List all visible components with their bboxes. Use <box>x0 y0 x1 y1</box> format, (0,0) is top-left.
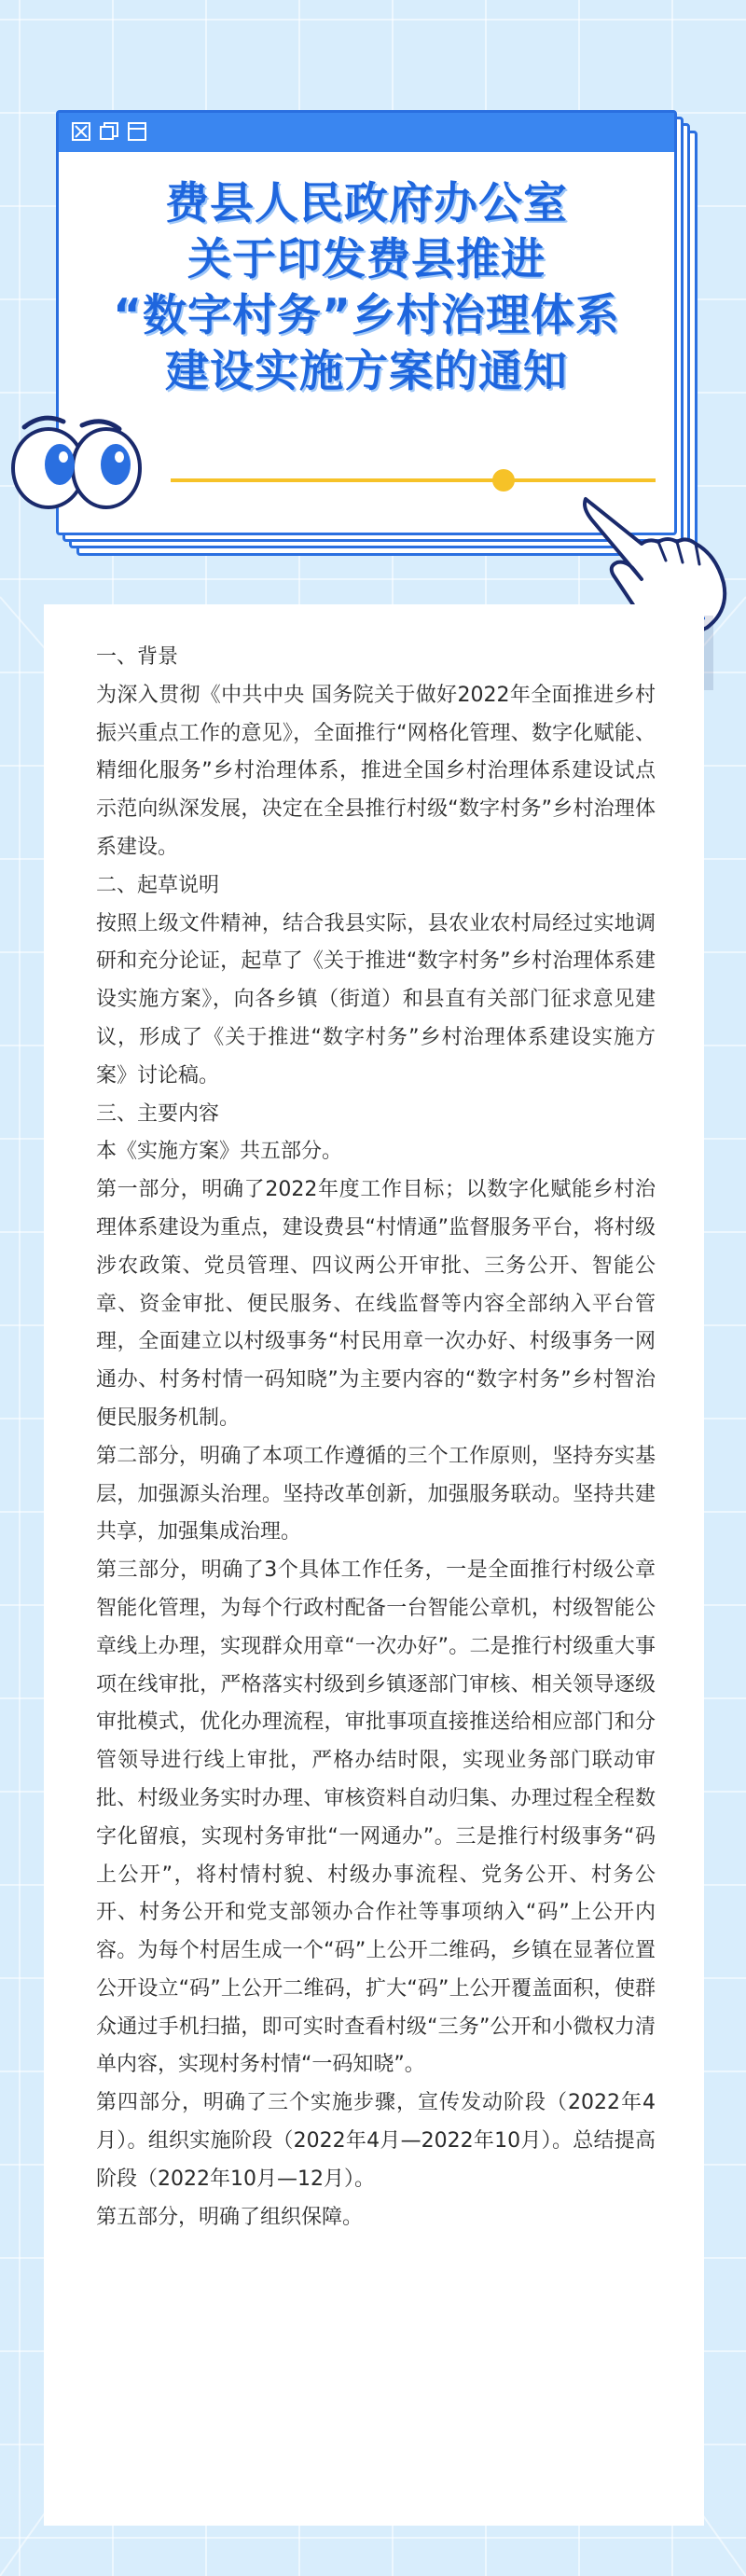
section-heading-drafting: 二、起草说明 <box>96 873 220 897</box>
window-icon <box>128 122 146 141</box>
section-heading-background: 一、背景 <box>96 645 179 669</box>
paragraph-part-five: 第五部分，明确了组织保障。 <box>96 2205 364 2229</box>
decorative-slider-knob <box>492 469 515 492</box>
title-line-1: 费县人民政府办公室 <box>165 178 568 229</box>
notice-body <box>96 639 656 2237</box>
restore-icon <box>100 122 118 141</box>
cartoon-eyes-icon <box>6 410 145 513</box>
paragraph-overview: 本《实施方案》共五部分。 <box>96 1140 343 1164</box>
paragraph-part-four: 第四部分，明确了三个实施步骤，宣传发动阶段（2022年4月）。组织实施阶段（2022年4月—2022年10月）。总结提高阶段（2022年10月—12月）。 <box>96 2091 656 2191</box>
close-box-icon <box>72 122 90 141</box>
paragraph-background: 为深入贯彻《中共中央 国务院关于做好2022年全面推进乡村振兴重点工作的意见》，全面推行“网格化管理、数字化赋能、精细化服务”乡村治理体系，推进全国乡村治理体系建设试点示范向纵深发展，决定在全县推行村级“数字村务”乡村治理体系建设。 <box>96 683 656 859</box>
section-heading-main-content: 三、主要内容 <box>96 1101 220 1126</box>
title-line-2: 关于印发费县推进 <box>187 234 546 285</box>
decorative-slider-track <box>171 478 656 482</box>
title-window-bar <box>59 113 674 152</box>
title-line-3: “数字村务”乡村治理体系 <box>113 290 620 341</box>
title-line-4: 建设实施方案的通知 <box>165 346 568 397</box>
paragraph-part-one: 第一部分，明确了2022年度工作目标；以数字化赋能乡村治理体系建设为重点，建设费县“村情通”监督服务平台，将村级涉农政策、党员管理、四议两公开审批、三务公开、智能公章、资金审批、便民服务、在线监督等内容全部纳入平台管理，全面建立以村级事务“村民用章一次办好、村级事务一网通办、村务村情一码知晓”为主要内容的“数字村务”乡村智治便民服务机制。 <box>96 1178 656 1430</box>
title-window <box>56 110 677 535</box>
paragraph-part-three: 第三部分，明确了3个具体工作任务，一是全面推行村级公章智能化管理，为每个行政村配备一台智能公章机，村级智能公章线上办理，实现群众用章“一次办好”。二是推行村级重大事项在线审批，严格落实村级到乡镇逐部门审核、相关领导逐级审批模式，优化办理流程，审批事项直接推送给相应部门和分管领导进行线上审批，严格办结时限，实现业务部门联动审批、村级业务实时办理、审核资料自动归集、办理过程全程数字化留痕，实现村务审批“一网通办”。三是推行村级事务“码上公开”，将村情村貌、村级办事流程、党务公开、村务公开、村务公开和党支部领办合作社等事项纳入“码”上公开内容。为每个村居生成一个“码”上公开二维码，乡镇在显著位置公开设立“码”上公开二维码，扩大“码”上公开覆盖面积，使群众通过手机扫描，即可实时查看村级“三务”公开和小微权力清单内容，实现村务村情“一码知晓”。 <box>96 1558 656 2077</box>
content-card <box>44 604 704 2526</box>
paragraph-part-two: 第二部分，明确了本项工作遵循的三个工作原则，坚持夯实基层，加强源头治理。坚持改革创新，加强服务联动。坚持共建共享，加强集成治理。 <box>96 1444 656 1544</box>
paragraph-drafting: 按照上级文件精神，结合我县实际，县农业农村局经过实地调研和充分论证，起草了《关于推进“数字村务”乡村治理体系建设实施方案》，向各乡镇（街道）和县直有关部门征求意见建议，形成了《关于推进“数字村务”乡村治理体系建设实施方案》讨论稿。 <box>96 911 656 1087</box>
page-title <box>59 176 674 400</box>
